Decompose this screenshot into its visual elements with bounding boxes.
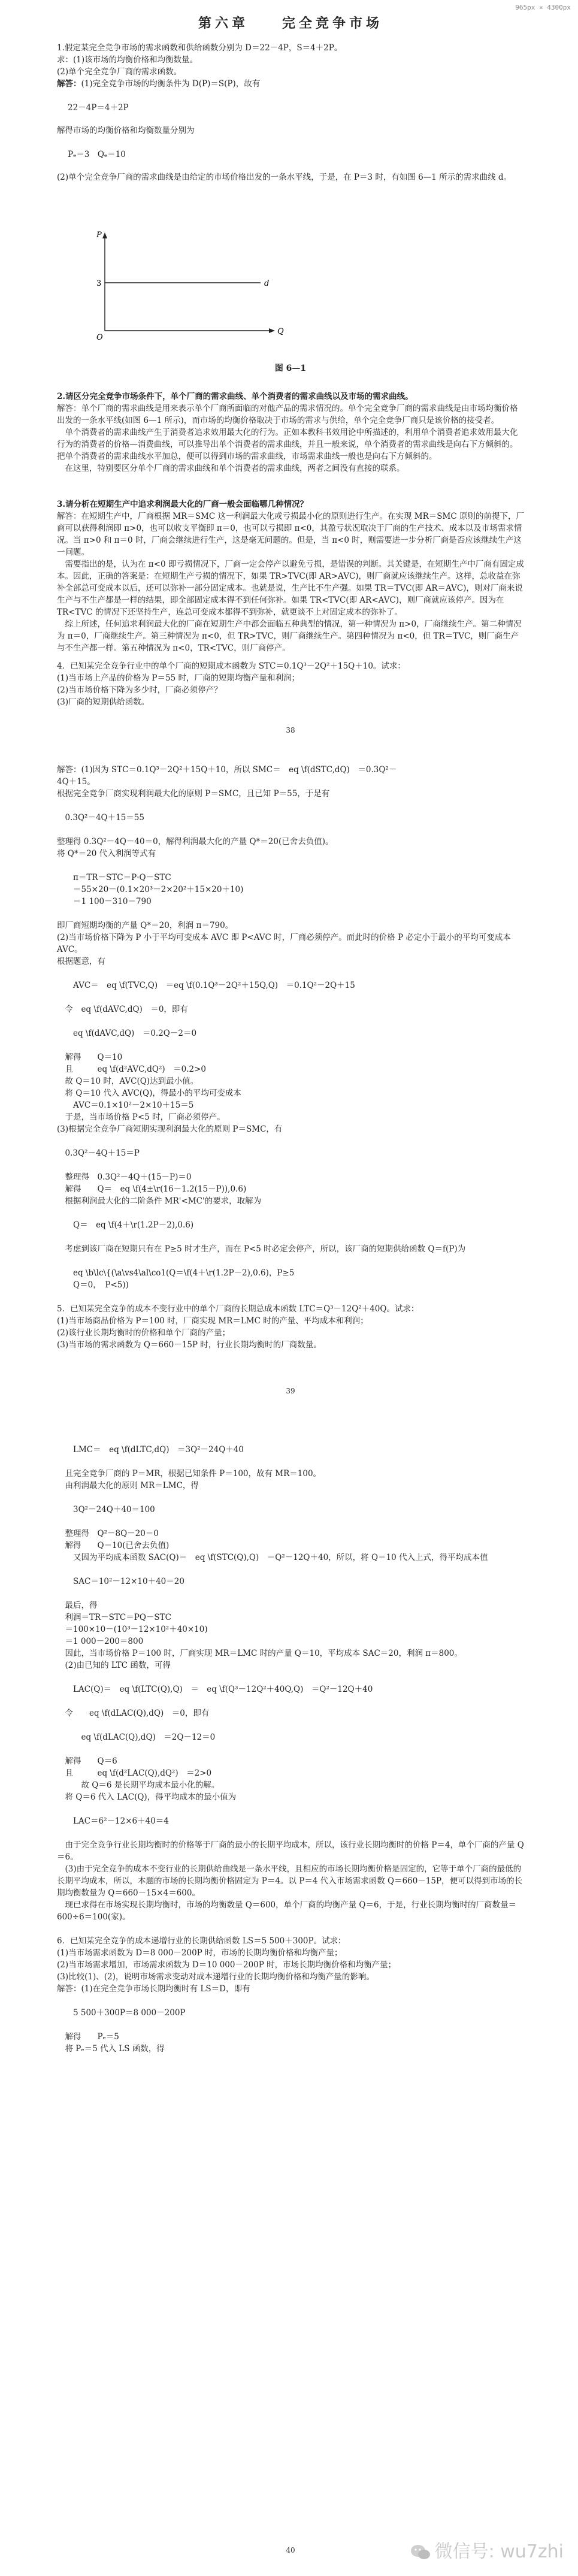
p3-line — [57, 1456, 524, 1468]
p2-line — [57, 1135, 524, 1147]
p3-line — [57, 1564, 524, 1576]
p2-line: 考虑到该厂商在短期只有在 P≥5 时才生产，而在 P<5 时必定会停产，所以，该厂商的短期供给函数 Q＝f(P)为 — [57, 1244, 466, 1254]
image-dimension-label: 965px × 4300px — [515, 4, 571, 11]
p2-line: (2)当市场价格下降为 P 小于平均可变成本 AVC 即 P<AVC 时，厂商必须停产。而此时的价格 P 必定小于最小的平均可变成本 AVC。 — [57, 933, 514, 954]
p2-line — [57, 860, 524, 872]
p3-line: 令 eq \f(dLAC(Q),dQ) ＝0，即有 — [57, 1709, 210, 1718]
p2-line: ＝55×20－(0.1×20³－2×20²＋15×20＋10) — [57, 885, 244, 894]
p3-line: (2)由已知的 LTC 函数，可得 — [57, 1661, 171, 1670]
p2-line: (3)当市场的需求函数为 Q＝660－15P 时，行业长期均衡时的厂商数量。 — [57, 1340, 322, 1350]
p2-line — [57, 1015, 524, 1027]
page-1 — [0, 0, 578, 746]
p3-line: SAC＝10²－12×10＋40＝20 — [57, 1577, 184, 1586]
p3-line: 将 Q＝6 代入 LAC(Q)，得平均成本的最小值为 — [57, 1792, 237, 1802]
p3-line: 因此，当市场价格 P＝100 时，厂商实现 MR＝LMC 时的产量 Q＝10，平均成本 SAC＝20，利润 π＝800。 — [57, 1649, 462, 1658]
page-3 — [0, 1408, 578, 2576]
p3-line — [57, 1516, 524, 1528]
p3-line: 且 eq \f(d²LAC(Q),dQ²) ＝2>0 — [57, 1768, 212, 1778]
page-1-content — [57, 13, 524, 734]
p3-line: 由利润最大化的原则 MR＝LMC，得 — [57, 1481, 199, 1490]
curve-label: d — [264, 279, 270, 288]
q1-line-3: (2)单个完全竞争厂商的需求函数。 — [57, 67, 182, 77]
question-1 — [57, 42, 524, 183]
p2-line: 即厂商短期均衡的产量 Q*＝20，利润 π＝790。 — [57, 921, 234, 930]
p3-line: (3)比较(1)、(2)，说明市场需求变动对成本递增行业的长期均衡价格和均衡产量的影响。 — [57, 1972, 374, 1982]
page-number: 38 — [286, 726, 295, 734]
p3-line — [57, 2019, 524, 2031]
p3-line: 5 500＋300P＝8 000－200P — [57, 2008, 186, 2018]
p2-line — [57, 1291, 524, 1303]
p3-line: 解得 Pₑ＝5 — [57, 2032, 119, 2042]
answer-label: 解答： — [57, 79, 81, 89]
p2-line — [57, 1159, 524, 1171]
p2-line: (1)当市场商品价格为 P＝100 时，厂商实现 MR＝LMC 时的产量、平均成本和利润； — [57, 1316, 368, 1326]
page-number: 39 — [286, 1387, 295, 1395]
p3-line — [57, 1671, 524, 1683]
p3-line: LMC＝ eq \f(dLTC,dQ) ＝3Q²－24Q＋40 — [57, 1445, 244, 1455]
p2-line: 整理得 0.3Q²－4Q＋(15－P)＝0 — [57, 1172, 192, 1182]
page-2-lines — [57, 764, 524, 1351]
p3-line — [57, 1492, 524, 1504]
q2-text: 2.请区分完全竞争市场条件下，单个厂商的需求曲线、单个消费者的需求曲线以及市场的需求曲线。 — [57, 392, 413, 401]
p3-line — [57, 1923, 524, 1935]
p2-line: 整理得 0.3Q²－4Q－40＝0，解得利润最大化的产量 Q*＝20(已舍去负值)。 — [57, 837, 334, 846]
p2-line — [57, 824, 524, 836]
p2-line: 4Q＋15。 — [57, 777, 95, 787]
p3-line: 解得 Q＝6 — [57, 1756, 117, 1766]
p3-line: 将 Pₑ＝5 代入 LS 函数，得 — [57, 2044, 165, 2054]
origin-label: O — [96, 333, 103, 342]
q1-equation-note: 解得市场的均衡价格和均衡数量分别为 — [57, 126, 195, 135]
p3-line: (1)当市场需求函数为 D＝8 000－200P 时，市场的长期均衡价格和均衡产量； — [57, 1948, 343, 1958]
p2-line: 0.3Q²－4Q＋15＝55 — [57, 813, 144, 823]
q4-line-4: (3)厂商的短期供给函数。 — [57, 697, 150, 707]
p2-line: 根据利润最大化的二阶条件 MR'<MC'的要求，取解为 — [57, 1196, 262, 1206]
p2-line — [57, 1039, 524, 1051]
p2-line: 0.3Q²－4Q＋15＝P — [57, 1148, 140, 1158]
p-axis-arrow — [102, 232, 107, 238]
figure-caption: 图 6—1 — [274, 364, 307, 373]
p3-line: ＝1 000－200＝800 — [57, 1637, 144, 1646]
p2-line: (2)该行业长期均衡时的价格和单个厂商的产量； — [57, 1328, 231, 1338]
q2-answer: 解答：单个厂商的需求曲线是用来表示单个厂商所面临的对他产品的需求情况的。单个完全竞争厂商的需求曲线是由市场均衡价格出发的一条水平线(如图 6—1 所示)，而市场的均衡价格取决于市场的需求与供给，单个完全竞争厂商只是该价格的接受者。 单个消费者的需求曲线产生于消费者追求效用最大化的行为。正如本教科书效用论中所描述的，利用单个消费者追求效用最大化行为的消费者的价格—消费曲线，可以推导出单个消费者的需求曲线，并且一般来说，单个消费者的需求曲线是向右下方倾斜的。把单个消费者的需求曲线水平加总，便可以得到市场的需求曲线，市场需求曲线一般也是向右下方倾斜的。 在这里，特别要区分单个厂商的需求曲线和单个消费者的需求曲线，两者之间没有直接的联系。 — [57, 404, 518, 473]
p2-line: AVC＝ eq \f(TVC,Q) ＝eq \f(0.1Q³－2Q²＋15Q,Q) ＝0.1Q²－2Q＋15 — [57, 981, 355, 990]
p3-line: 6．已知某完全竞争的成本递增行业的长期供给函数 LS＝5 500＋300P。试求： — [57, 1936, 346, 1946]
p2-line: 解得 Q＝10 — [57, 1053, 123, 1062]
question-2 — [57, 391, 524, 474]
watermark — [410, 2536, 564, 2563]
p2-line — [57, 800, 524, 812]
p2-line: ＝1 100－310＝790 — [57, 897, 152, 906]
p2-line: 根据完全竞争厂商实现利润最大化的原则 P＝SMC，且已知 P＝55，于是有 — [57, 789, 330, 799]
p2-line: 令 eq \f(dAVC,dQ) ＝0，即有 — [57, 1005, 188, 1014]
p3-line: LAC＝6²－12×6＋40＝4 — [57, 1816, 169, 1826]
q1-part-2: (2)单个完全竞争厂商的需求曲线是由给定的市场价格出发的一条水平线，于是，在 P＝3 时，有如图 6—1 所示的需求曲线 d。 — [57, 173, 512, 182]
p-axis-label: P — [96, 231, 102, 240]
price-tick-label: 3 — [96, 279, 102, 288]
p2-line: 解得 Q＝ eq \f(4±\r(16－1.2(15－P)),0.6) — [57, 1184, 247, 1194]
page-3-lines — [57, 1444, 524, 2055]
q1-equation-2: Pₑ＝3 Qₑ＝10 — [68, 150, 126, 159]
q4-line-1: 4．已知某完全竞争行业中的单个厂商的短期成本函数为 STC＝0.1Q³－2Q²＋15Q＋10。试求： — [57, 661, 405, 671]
p3-line: (2)当市场需求增加，市场需求函数为 D＝10 000－200P 时，市场长期均衡价格和均衡产量； — [57, 1960, 397, 1970]
p2-line: eq \f(dAVC,dQ) ＝0.2Q－2＝0 — [57, 1029, 197, 1038]
p3-line — [57, 1695, 524, 1707]
p3-line: 最后，得 — [57, 1601, 98, 1610]
p3-line: 现已求得在市场实现长期均衡时，市场的均衡数量 Q＝600，单个厂商的均衡产量 Q＝6，于是，行业长期均衡时的厂商数量＝600÷6＝100(家)。 — [57, 1900, 517, 1922]
p2-line: (3)根据完全竞争厂商短期实现利润最大化的原则 P＝SMC，有 — [57, 1124, 283, 1134]
p2-line — [57, 908, 524, 920]
p3-line: eq \f(dLAC(Q),dQ) ＝2Q－12＝0 — [57, 1733, 216, 1742]
p2-line: Q＝ eq \f(4＋\r(1.2P－2),0.6) — [57, 1220, 194, 1230]
p2-line — [57, 991, 524, 1003]
p2-line: 将 Q*＝20 代入利润等式有 — [57, 849, 156, 858]
q1-line-2: 求：(1)该市场的均衡价格和均衡数量。 — [57, 55, 198, 65]
q1-equation-1: 22－4P＝4＋2P — [68, 103, 129, 113]
page-2-content — [57, 764, 524, 1395]
p3-line: 整理得 Q²－8Q－20＝0 — [57, 1529, 159, 1538]
wechat-icon — [410, 2544, 431, 2562]
p3-line: ＝100×10－(10³－12×10²＋40×10) — [57, 1625, 208, 1634]
p2-line: 且 eq \f(d²AVC,dQ²) ＝0.2>0 — [57, 1065, 207, 1074]
page-number: 40 — [286, 2546, 295, 2554]
p3-line — [57, 1995, 524, 2007]
p3-line: 又因为平均成本函数 SAC(Q)＝ eq \f(STC(Q),Q) ＝Q²－12Q＋40，所以，将 Q＝10 代入上式，得平均成本值 — [57, 1553, 488, 1562]
p2-line: 故 Q＝10 时，AVC(Q)达到最小值。 — [57, 1077, 199, 1086]
p3-line: 解得 Q＝10(已舍去负值) — [57, 1541, 170, 1550]
q-axis-arrow — [269, 328, 275, 333]
q1-line-1: 1.假定某完全竞争市场的需求函数和供给函数分别为 D＝22－4P，S＝4＋2P。 — [57, 43, 343, 53]
p2-line: Q＝0， P<5)) — [57, 1280, 129, 1290]
p2-line — [57, 1231, 524, 1243]
p2-line: 根据题意，有 — [57, 957, 105, 966]
q3-text: 3.请分析在短期生产中追求利润最大化的厂商一般会面临哪几种情况？ — [57, 500, 308, 509]
p2-line: π＝TR－STC＝P·Q－STC — [57, 873, 171, 882]
p3-line — [57, 1588, 524, 1600]
p2-line: 解答：(1)因为 STC＝0.1Q³－2Q²＋15Q＋10，所以 SMC＝ eq \f(dSTC,dQ) ＝0.3Q²－ — [57, 765, 397, 775]
page-3-content — [57, 1444, 524, 2554]
q4-line-2: (1)当市场上产品的价格为 P＝55 时，厂商的短期均衡产量和利润； — [57, 673, 299, 683]
p3-line: 由于完全竞争行业长期均衡时的价格等于厂商的最小的长期平均成本，所以，该行业长期均衡时的价格 P＝4，单个厂商的产量 Q＝6。 — [57, 1840, 524, 1862]
p3-line — [57, 1719, 524, 1731]
q3-answer: 解答：在短期生产中，厂商根据 MR＝SMC 这一利润最大化或亏损最小化的原则进行生产。在实现 MR＝SMC 原则的前提下，厂商可以获得利润即 π>0，也可以收支平衡即 π＝0，也可以亏损即 π<0，其盈亏状况取决于厂商的生产技术、成本以及市场需求情况。当 π>0 和 π＝0 时，厂商会继续进行生产，这是毫无问题的。但是，当 π<0 时，则需要进一步分析厂商是否应该继续生产这一问题。 需要指出的是，认为在 π<0 即亏损情况下，厂商一定会停产以避免亏损，是错误的判断。其关键是，在短期生产中厂商有固定成本。因此，正确的答案是：在短期生产亏损的情况下，如果 TR>TVC(即 AR>AVC)，则厂商就应该继续生产。这样，总收益在弥补全部总可变成本以后，还可以弥补一部分固定成本。也就是说，生产比不生产强。如果 TR＝TVC(即 AR＝AVC)，则对厂商来说生产与不生产都是一样的结果，即全部固定成本得不到任何弥补。如果 TR<TVC(即 AR<AVC)，则厂商就应该停产。因为在 TR<TVC 的情况下还坚持生产，连总可变成本都得不到弥补，就更谈不上对固定成本的弥补了。 综上所述，任何追求利润最大化的厂商在短期生产中都会面临五种典型的情况，第一种情况为 π>0，厂商继续生产。第二种情况为 π＝0，厂商继续生产。第三种情况为 π<0，但 TR>TVC，则厂商继续生产。第四种情况为 π<0，但 TR＝TVC，则厂商生产与不生产都一样。第五种情况为 π<0，TR<TVC，则厂商停产。 — [57, 512, 524, 653]
question-4 — [57, 660, 524, 708]
q4-line-3: (2)当市场价格下降为多少时，厂商必须停产？ — [57, 685, 222, 695]
p3-line: (3)由于完全竞争的成本不变行业的长期供给曲线是一条水平线，且相应的市场长期均衡价格是固定的，它等于单个厂商的最低的长期平均成本，所以，本题的市场的长期均衡价格固定为 P＝4。以 P＝4 代入市场需求函数 Q＝660－15P，便可以得到市场的长期均衡数量为 Q＝660－15×4＝600。 — [57, 1864, 523, 1898]
question-3 — [57, 498, 524, 654]
p2-line: 5．已知某完全竞争的成本不变行业中的单个厂商的长期总成本函数 LTC＝Q³－12Q²＋40Q。试求： — [57, 1304, 419, 1314]
page-2 — [0, 746, 578, 1408]
p2-line: 将 Q＝10 代入 AVC(Q)，得最小的平均可变成本 — [57, 1089, 241, 1098]
p2-line: eq \b\lc\{(\a\vs4\al\co1(Q＝\f(4＋\r(1.2P－2),0.6)，P≥5 — [57, 1268, 295, 1278]
q1-answer-first: (1)完全竞争市场的均衡条件为 D(P)＝S(P)，故有 — [81, 79, 261, 89]
p3-line: 故 Q＝6 是长期平均成本最小化的解。 — [57, 1780, 220, 1790]
p3-line: 解答：(1)在完全竞争市场长期均衡时有 LS＝D，即有 — [57, 1984, 250, 1994]
p2-line — [57, 1255, 524, 1267]
p3-line: 利润＝TR－STC＝PQ－STC — [57, 1613, 171, 1622]
p3-line: 且完全竞争厂商的 P＝MR，根据已知条件 P＝100，故有 MR＝100。 — [57, 1469, 322, 1479]
p3-line: LAC(Q)＝ eq \f(LTC(Q),Q) ＝ eq \f(Q³－12Q²＋40Q,Q) ＝Q²－12Q＋40 — [57, 1685, 373, 1694]
demand-figure — [81, 229, 296, 349]
p2-line: AVC＝0.1×10²－2×10＋15＝5 — [57, 1100, 194, 1110]
chapter-title: 第六章 完全竞争市场 — [198, 16, 383, 31]
p3-line — [57, 1743, 524, 1755]
p2-line: 于是，当市场价格 P<5 时，厂商必须停产。 — [57, 1112, 225, 1122]
p2-line — [57, 1207, 524, 1219]
p3-line: 3Q²－24Q＋40＝100 — [57, 1505, 155, 1514]
p2-line — [57, 967, 524, 979]
p3-line — [57, 1803, 524, 1815]
watermark-text: 微信号: wu7zhi — [434, 2541, 564, 2562]
q-axis-label: Q — [277, 327, 284, 336]
p3-line — [57, 1827, 524, 1839]
